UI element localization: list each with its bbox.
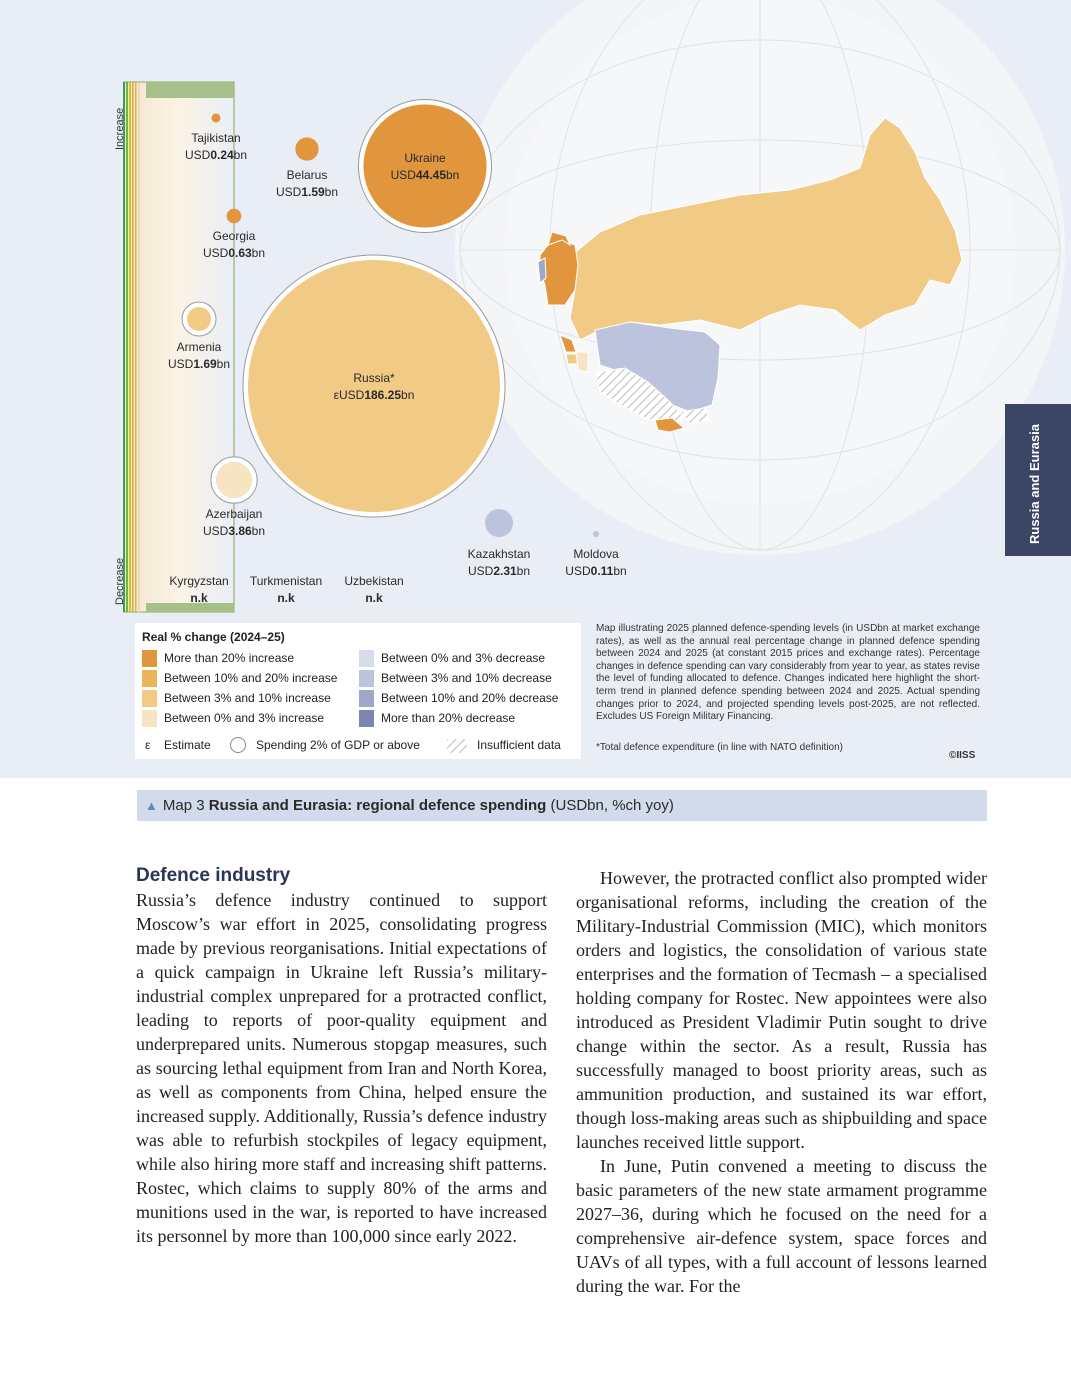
bubble-georgia bbox=[227, 209, 242, 224]
legend-swatch bbox=[359, 670, 374, 687]
map-caption: ▲ Map 3 Russia and Eurasia: regional defence spending (USDbn, %ch yoy) bbox=[137, 790, 987, 821]
moldova-shape bbox=[538, 258, 546, 283]
label-ukraine: Ukraine USD44.45bn bbox=[390, 151, 460, 182]
map-note: Map illustrating 2025 planned defence-spending levels (in USDbn at market exchange rates), as well as the annual real percentage change in planned defence spending between 2024 and 2025 (at constant 2015 prices and exchange rates). Percentage changes in defence spending can vary considerably from year to year, as states revise the level of funding allocated to defence. Changes indicated here highlight the short-term trend in planned defence spending between 2024 and 2025. Actual spending changes prior to 2024, and projected spending levels post-2025, are not reflected. Excludes US Foreign Military Financing. bbox=[596, 623, 980, 723]
paragraph: Russia’s defence industry continued to support Moscow’s war effort in 2025, consolidating progress made by previous reorganisations. Initial expectations of a quick campaign in Ukraine left Russia’s military-industrial complex unprepared for a protracted conflict, leading to reports of poor-quality equipment and underprepared units. Numerous stopgap measures, such as sourcing lethal equipment from Iran and North Korea, as well as components from China, helped ensure the increased supply. Additionally, Russia’s defence industry was able to refurbish stockpiles of legacy equipment, while also hiring more staff and increasing shift patterns. Rostec, which claims to supply 80% of the arms and munitions used in the war, is reported to have increased its personnel by more than 100,000 since early 2022. bbox=[136, 890, 547, 1246]
estimate-symbol: ε bbox=[145, 738, 151, 752]
label-kyrgyzstan: Kyrgyzstan n.k bbox=[169, 574, 229, 605]
section-tab[interactable] bbox=[1005, 404, 1071, 556]
article-right-column bbox=[576, 866, 987, 1298]
triangle-icon: ▲ bbox=[145, 798, 158, 813]
bubble-armenia bbox=[187, 307, 211, 331]
bubble-kazakhstan bbox=[485, 509, 513, 537]
bubble-moldova bbox=[593, 531, 599, 537]
legend-swatch bbox=[359, 710, 374, 727]
bubble-belarus bbox=[295, 137, 318, 160]
label-armenia: Armenia USD1.69bn bbox=[167, 340, 231, 371]
section-tab-label: Russia and Eurasia bbox=[1027, 424, 1042, 544]
label-uzbekistan: Uzbekistan n.k bbox=[344, 574, 404, 605]
gdp-ring-icon bbox=[229, 736, 247, 754]
legend-estimate: ε Estimate bbox=[145, 738, 211, 752]
bubble-azerbaijan bbox=[216, 462, 252, 498]
label-kazakhstan: Kazakhstan USD2.31bn bbox=[467, 547, 531, 578]
label-moldova: Moldova USD0.11bn bbox=[565, 547, 627, 578]
label-tajikistan: Tajikistan USD0.24bn bbox=[184, 131, 248, 162]
label-russia: Russia* εUSD186.25bn bbox=[333, 371, 415, 402]
label-georgia: Georgia USD0.63bn bbox=[202, 229, 266, 260]
bubble-tajikistan bbox=[211, 113, 220, 122]
map-footnote: *Total defence expenditure (in line with NATO definition) bbox=[596, 742, 843, 753]
article-left-column bbox=[136, 864, 547, 1248]
legend-swatch bbox=[359, 650, 374, 667]
paragraph: However, the protracted conflict also prompted wider organisational reforms, including the creation of the Military-Industrial Commission (MIC), which monitors orders and logistics, the consolidation of various state enterprises and the formation of Tecmash – a specialised holding company for Rostec. New appointees were also introduced as President Vladimir Putin sought to drive change within the sector. As a result, Russia has successfully managed to boost priority areas, such as ammunition production, and sustained its war effort, though loss-making areas such as shipbuilding and space launches received little support. bbox=[576, 868, 987, 1152]
azerbaijan-shape bbox=[576, 352, 588, 372]
label-azerbaijan: Azerbaijan USD3.86bn bbox=[202, 507, 266, 538]
section-heading: Defence industry bbox=[136, 865, 291, 886]
hatch-swatch-icon bbox=[447, 739, 467, 753]
legend-swatch bbox=[142, 710, 157, 727]
axis-decrease: Decrease bbox=[114, 557, 126, 605]
copyright: ©IISS bbox=[949, 750, 976, 761]
paragraph: In June, Putin convened a meeting to discuss the basic parameters of the new state armament programme 2027–36, during which he focused on the need for a comprehensive air-defence system, space forces and UAVs of all types, with a full account of lessons learned during the war. For the bbox=[576, 1156, 987, 1296]
legend-swatch bbox=[142, 670, 157, 687]
label-turkmenistan: Turkmenistan n.k bbox=[249, 574, 323, 605]
legend-title: Real % change (2024–25) bbox=[142, 630, 285, 644]
legend-swatch bbox=[142, 650, 157, 667]
legend: Real % change (2024–25) More than 20% increase Between 10% and 20% increase Between 3% and 10% increase Between 0% and 3% increase Between 0% and 3% decrease Between 3% and 10% decrease Between 10% and 20% decrease More than 20% decrease ε Estimate Spending 2% of GDP or above Insufficient data bbox=[135, 623, 581, 759]
legend-swatch bbox=[359, 690, 374, 707]
label-belarus: Belarus USD1.59bn bbox=[275, 168, 339, 199]
legend-swatch bbox=[142, 690, 157, 707]
axis-increase: Increase bbox=[114, 107, 126, 150]
scale-top-band bbox=[146, 82, 234, 98]
